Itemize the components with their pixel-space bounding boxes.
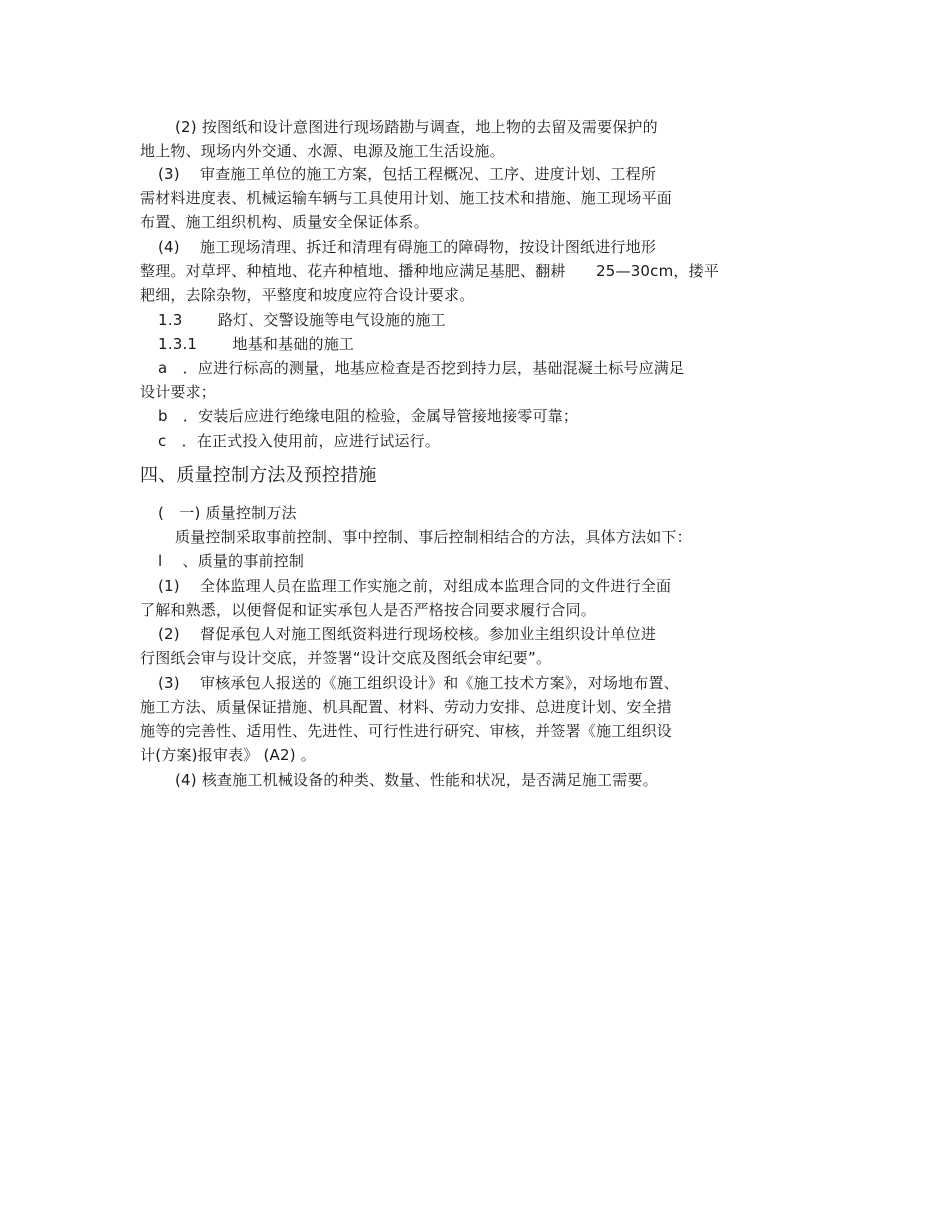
paragraph-line: (3) 审查施工单位的施工方案，包括工程概况、工序、进度计划、工程所 [158,165,657,183]
list-item-c: c ．在正式投入使用前，应进行试运行。 [158,432,441,450]
paragraph-line: 施工方法、质量保证措施、机具配置、材料、劳动力安排、总进度计划、安全措 [140,698,673,716]
paragraph-line: 地上物、现场内外交通、水源、电源及施工生活设施。 [140,142,505,160]
list-item-a: a ．应进行标高的测量，地基应检查是否挖到持力层，基础混凝土标号应满足 [158,359,685,377]
paragraph-line: 计(方案)报审表》 (A2) 。 [140,746,316,764]
paragraph-line: (4) 施工现场清理、拆迁和清理有碍施工的障碍物，按设计图纸进行地形 [158,238,657,256]
chapter-heading: 四、质量控制方法及预控措施 [140,465,377,486]
paragraph-line: 布置、施工组织机构、质量安全保证体系。 [140,213,429,231]
paragraph-line: 了解和熟悉，以便督促和证实承包人是否严格按合同要求履行合同。 [140,601,597,619]
subsection-heading: ( 一) 质量控制万法 [158,504,297,522]
paragraph-line: (2) 督促承包人对施工图纸资料进行现场校核。参加业主组织设计单位进 [158,625,657,643]
paragraph-line: 需材料进度表、机械运输车辆与工具使用计划、施工技术和措施、施工现场平面 [140,189,673,207]
paragraph-line: (3) 审核承包人报送的《施工组织设计》和《施工技术方案》，对场地布置、 [158,674,679,692]
item-heading: l 、质量的事前控制 [158,552,305,570]
paragraph-line: (4) 核查施工机械设备的种类、数量、性能和状况，是否满足施工需要。 [175,771,658,789]
paragraph-line: (2) 按图纸和设计意图进行现场踏勘与调查，地上物的去留及需要保护的 [175,118,658,136]
paragraph-line: (1) 全体监理人员在监理工作实施之前，对组成本监理合同的文件进行全面 [158,577,672,595]
paragraph-line: 质量控制采取事前控制、事中控制、事后控制相结合的方法，具体方法如下： [175,528,692,546]
paragraph-line: 行图纸会审与设计交底，并签署“设计交底及图纸会审纪要”。 [140,649,552,667]
list-item-b: b ．安装后应进行绝缘电阻的检验，金属导管接地接零可靠； [158,407,579,425]
section-heading-1-3-1: 1.3.1 地基和基础的施工 [158,335,355,353]
section-heading-1-3: 1.3 路灯、交警设施等电气设施的施工 [158,311,446,329]
paragraph-line: 施等的完善性、适用性、先进性、可行性进行研究、审核，并签署《施工组织设 [140,722,673,740]
paragraph-line: 整理。对草坪、种植地、花卉种植地、播种地应满足基肥、翻耕 25—30cm，搂平 [140,262,720,280]
paragraph-line: 耙细，去除杂物，平整度和坡度应符合设计要求。 [140,286,475,304]
paragraph-line: 设计要求； [140,383,217,401]
